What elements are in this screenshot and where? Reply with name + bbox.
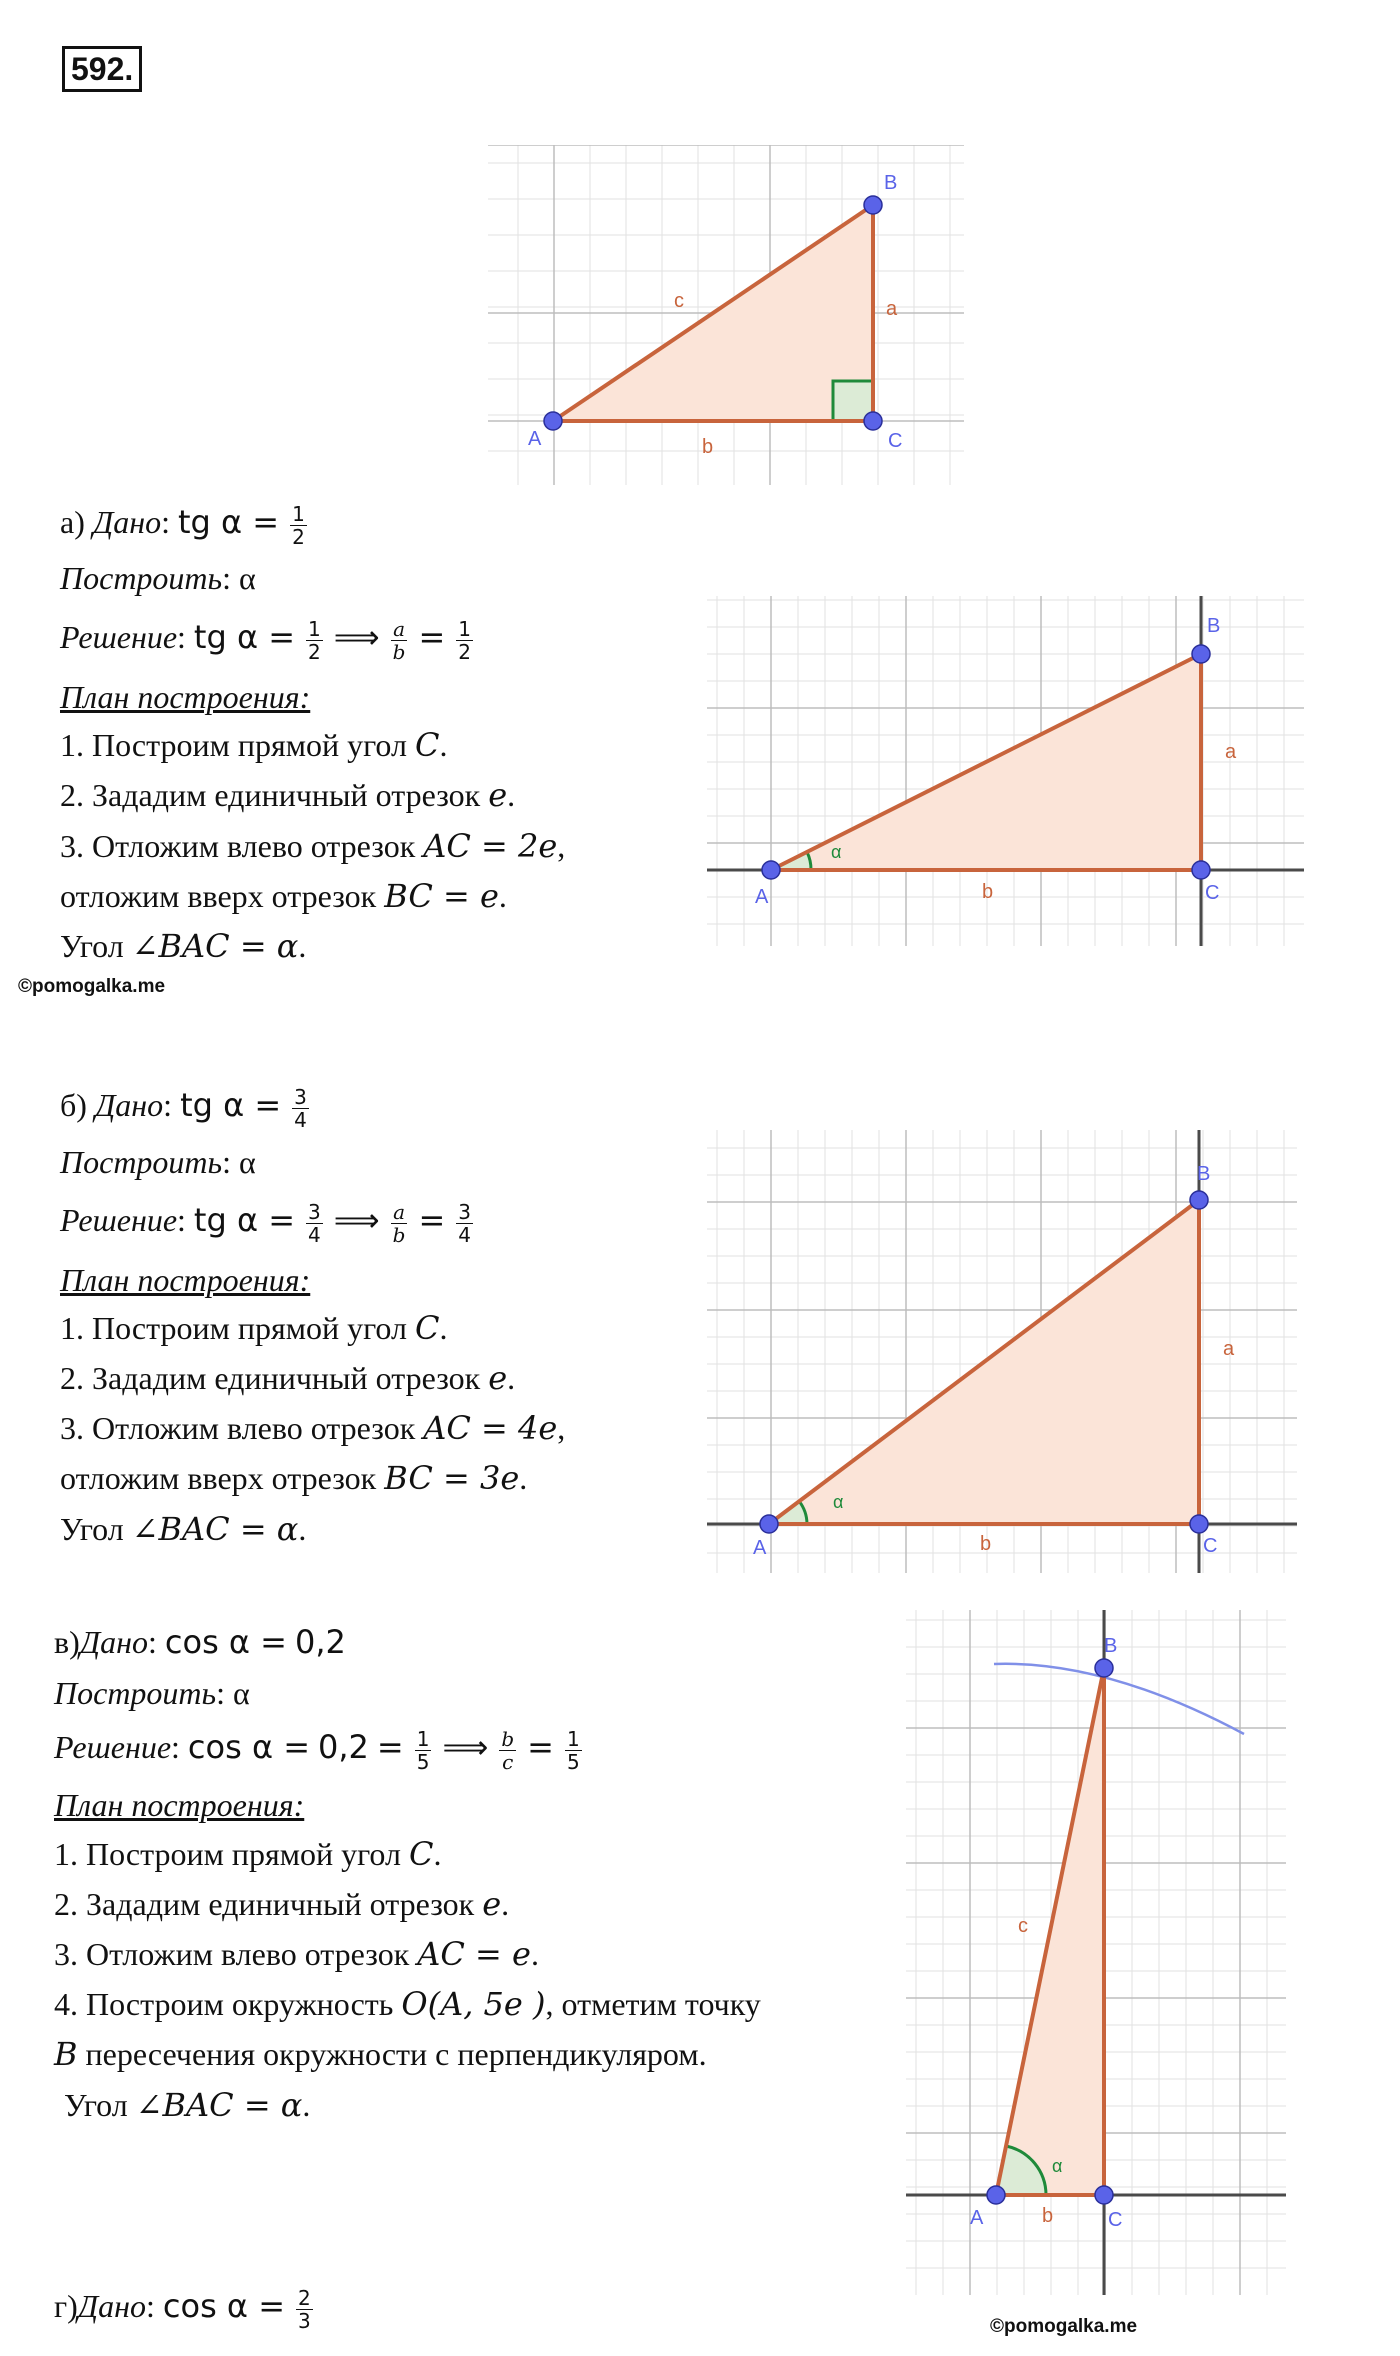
- label-B: B: [1197, 1163, 1211, 1185]
- point-A: [760, 1515, 778, 1533]
- label-C: C: [1203, 1535, 1218, 1557]
- part-v-step4b: B пересечения окружности с перпендикуляром.: [54, 2035, 707, 2073]
- label-B: B: [884, 172, 898, 194]
- watermark-2: ©pomogalka.me: [990, 2316, 1138, 2337]
- label-side-c: c: [1018, 1915, 1028, 1937]
- label-A: A: [753, 1537, 767, 1559]
- label-B: B: [1104, 1635, 1118, 1657]
- point-B: [864, 196, 882, 214]
- part-g-given: г)Дано: cos α = $\frac{2}{3}$: [54, 2286, 311, 2334]
- point-B: [1190, 1191, 1208, 1209]
- label-side-c: c: [674, 290, 684, 312]
- part-b-construct: Построить: α: [60, 1144, 256, 1180]
- part-b-solution: Решение: tg α = $\frac{3}{4}$ ⟹ $\frac{a}{b}$ = $\frac{3}{4}$: [60, 1200, 471, 1248]
- label-side-b: b: [702, 436, 714, 458]
- figure-part-b: [707, 1130, 1297, 1573]
- label-A: A: [528, 428, 542, 450]
- label-side-b: b: [980, 1533, 992, 1555]
- part-b-given: б) Дано: tg α = $\frac{3}{4}$: [60, 1085, 307, 1133]
- label-alpha: α: [833, 1492, 844, 1512]
- part-v-plan-heading: План построения:: [54, 1787, 305, 1823]
- part-a-angle: Угол ∠BAC = α.: [60, 927, 307, 965]
- figure-reference-triangle: [488, 145, 964, 485]
- point-C: [1095, 2186, 1113, 2204]
- part-a-step2: 2. Зададим единичный отрезок e.: [60, 776, 516, 814]
- figure-part-v: [906, 1610, 1286, 2295]
- label-side-a: a: [886, 298, 898, 320]
- point-A: [987, 2186, 1005, 2204]
- part-a-step3: 3. Отложим влево отрезок AC = 2e,: [60, 827, 566, 865]
- part-v-angle: Угол ∠BAC = α.: [64, 2086, 311, 2124]
- label-side-a: a: [1225, 741, 1237, 763]
- problem-number: 592.: [62, 46, 142, 92]
- label-C: C: [1108, 2209, 1123, 2231]
- point-C: [1190, 1515, 1208, 1533]
- part-a-step1: 1. Построим прямой угол C.: [60, 726, 448, 764]
- point-A: [762, 861, 780, 879]
- part-b-step3b: отложим вверх отрезок BC = 3e.: [60, 1459, 528, 1497]
- label-side-b: b: [1042, 2205, 1054, 2227]
- part-b-plan-heading: План построения:: [60, 1262, 311, 1298]
- label-alpha: α: [831, 842, 842, 862]
- label-C: C: [888, 430, 903, 452]
- point-B: [1095, 1659, 1113, 1677]
- label-C: C: [1205, 882, 1220, 904]
- part-a-step3b: отложим вверх отрезок BC = e.: [60, 877, 507, 915]
- label-A: A: [970, 2207, 984, 2229]
- label-side-a: a: [1223, 1338, 1235, 1360]
- part-a-construct: Построить: α: [60, 560, 256, 596]
- figure-part-a: [707, 596, 1304, 946]
- part-a-given: а) Дано: tg α = $\frac{1}{2}$: [60, 502, 305, 550]
- part-v-step4: 4. Построим окружность O(A, 5e ), отметим точку: [54, 1985, 761, 2023]
- part-v-solution: Решение: cos α = 0,2 = $\frac{1}{5}$ ⟹ $\frac{b}{c}$ = $\frac{1}{5}$: [54, 1727, 580, 1775]
- part-b-step1: 1. Построим прямой угол C.: [60, 1309, 448, 1347]
- part-v-step2: 2. Зададим единичный отрезок e.: [54, 1885, 510, 1923]
- watermark-1: ©pomogalka.me: [18, 976, 166, 997]
- part-b-angle: Угол ∠BAC = α.: [60, 1510, 307, 1548]
- part-b-step3: 3. Отложим влево отрезок AC = 4e,: [60, 1409, 566, 1447]
- label-B: B: [1207, 615, 1221, 637]
- point-A: [544, 412, 562, 430]
- point-B: [1192, 645, 1210, 663]
- part-v-step1: 1. Построим прямой угол C.: [54, 1835, 442, 1873]
- label-side-b: b: [982, 881, 994, 903]
- frac-one-half: $\frac{1}{2}$: [292, 502, 305, 550]
- part-v-step3: 3. Отложим влево отрезок AC = e.: [54, 1935, 539, 1973]
- label-alpha: α: [1052, 2156, 1063, 2176]
- part-a-plan-heading: План построения:: [60, 679, 311, 715]
- part-v-construct: Построить: α: [54, 1675, 250, 1711]
- part-v-given: в)Дано: cos α = 0,2: [54, 1623, 346, 1661]
- label-A: A: [755, 886, 769, 908]
- part-b-step2: 2. Зададим единичный отрезок e.: [60, 1359, 516, 1397]
- point-C: [864, 412, 882, 430]
- point-C: [1192, 861, 1210, 879]
- part-a-solution: Решение: tg α = $\frac{1}{2}$ ⟹ $\frac{a}{b}$ = $\frac{1}{2}$: [60, 617, 471, 665]
